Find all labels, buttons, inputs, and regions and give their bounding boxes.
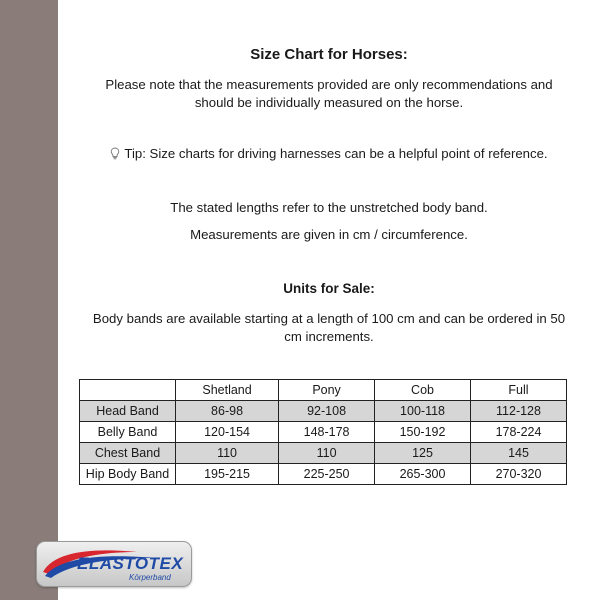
page-title: Size Chart for Horses: <box>250 46 408 63</box>
header-shetland: Shetland <box>176 380 279 401</box>
table-cell: 265-300 <box>375 464 471 485</box>
row-label: Hip Body Band <box>80 464 176 485</box>
note-paragraph <box>78 76 580 112</box>
table-cell: 270-320 <box>471 464 567 485</box>
header-pony: Pony <box>279 380 375 401</box>
lightbulb-icon <box>110 147 120 160</box>
header-full: Full <box>471 380 567 401</box>
table-cell: 195-215 <box>176 464 279 485</box>
note-line-2: should be individually measured on the horse. <box>194 95 464 110</box>
table-row <box>80 422 567 443</box>
table-cell: 150-192 <box>375 422 471 443</box>
table-cell: 120-154 <box>176 422 279 443</box>
lengths-note: The stated lengths refer to the unstretched body band. <box>170 200 488 215</box>
header-cell <box>80 380 176 401</box>
table-cell: 86-98 <box>176 401 279 422</box>
units-line-1: Body bands are available starting at a length of 100 cm and can be ordered in 50 <box>92 311 566 326</box>
table-cell: 125 <box>375 443 471 464</box>
table-cell: 145 <box>471 443 567 464</box>
measurements-note: Measurements are given in cm / circumference. <box>190 227 468 242</box>
table-cell: 100-118 <box>375 401 471 422</box>
table-row <box>80 443 567 464</box>
units-line-2: cm increments. <box>284 329 374 344</box>
table-cell: 92-108 <box>279 401 375 422</box>
table-cell: 178-224 <box>471 422 567 443</box>
table-cell: 110 <box>176 443 279 464</box>
tip-text: Tip: Size charts for driving harnesses can be a helpful point of reference. <box>124 146 548 161</box>
main-content <box>58 0 600 600</box>
note-line-1: Please note that the measurements provided are only recommendations and <box>105 77 553 92</box>
sidebar-stripe <box>0 0 58 600</box>
row-label: Chest Band <box>80 443 176 464</box>
units-heading: Units for Sale: <box>283 281 375 296</box>
table-cell: 112-128 <box>471 401 567 422</box>
table-cell: 110 <box>279 443 375 464</box>
header-cob: Cob <box>375 380 471 401</box>
logo-sub-text: Körperband <box>129 573 171 582</box>
table-row <box>80 464 567 485</box>
tip-line <box>78 145 580 163</box>
row-label: Head Band <box>80 401 176 422</box>
table-row <box>80 401 567 422</box>
row-label: Belly Band <box>80 422 176 443</box>
logo-brand-text: ELASTOTEX <box>77 554 184 573</box>
table-header-row <box>80 380 567 401</box>
table-cell: 148-178 <box>279 422 375 443</box>
elastotex-logo <box>36 541 192 587</box>
size-table <box>79 379 567 485</box>
units-paragraph <box>78 310 580 346</box>
table-cell: 225-250 <box>279 464 375 485</box>
